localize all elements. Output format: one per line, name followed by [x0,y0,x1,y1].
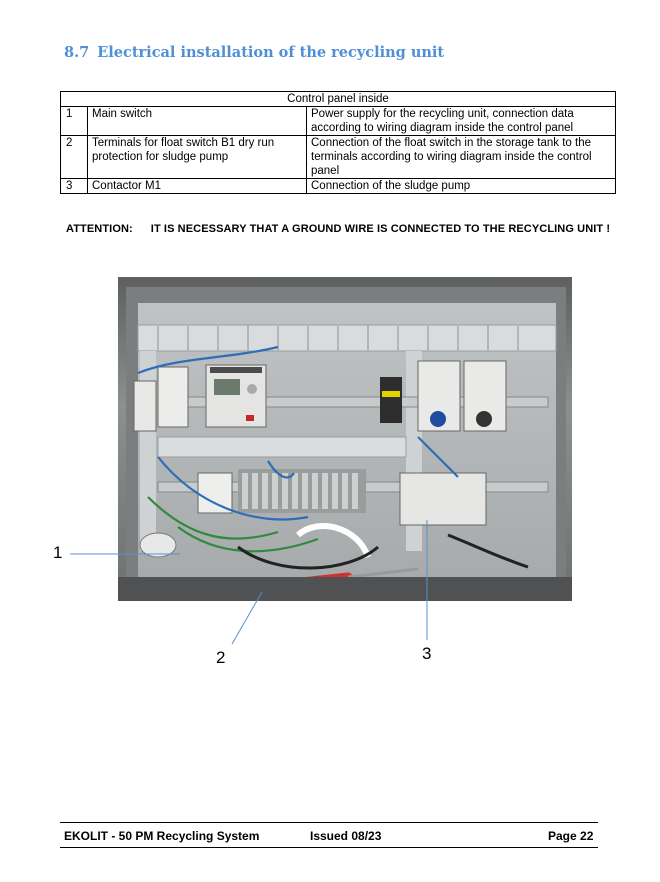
attention-label: ATTENTION: [66,223,133,235]
row-description: Connection of the sludge pump [307,179,616,194]
row-item: Main switch [88,107,307,136]
callout-number-2: 2 [216,648,226,667]
section-number: 8.7 [64,44,90,61]
control-panel-table [60,91,616,194]
table-row [61,179,616,194]
callout-number-1: 1 [53,543,63,562]
row-number: 2 [61,136,88,179]
row-number: 3 [61,179,88,194]
footer-product: EKOLIT - 50 PM Recycling System [64,829,260,843]
attention-note [66,223,610,235]
row-description: Power supply for the recycling unit, connection data according to wiring diagram inside the control panel [307,107,616,136]
control-panel-photo [118,277,572,601]
row-item: Terminals for float switch B1 dry run protection for sludge pump [88,136,307,179]
footer-page-number: Page 22 [548,829,594,843]
table-row [61,136,616,179]
section-heading [64,44,444,61]
row-number: 1 [61,107,88,136]
footer-rule-top [60,822,598,823]
attention-text: IT IS NECESSARY THAT A GROUND WIRE IS CONNECTED TO THE RECYCLING UNIT ! [150,223,611,235]
row-item: Contactor M1 [88,179,307,194]
callout-number-3: 3 [422,644,432,663]
footer-rule-bottom [60,847,598,848]
section-title: Electrical installation of the recycling unit [97,44,445,61]
table-row [61,107,616,136]
footer-issued: Issued 08/23 [310,829,382,843]
table-header-row [61,92,616,107]
table-header: Control panel inside [61,92,616,107]
row-description: Connection of the float switch in the storage tank to the terminals according to wiring diagram inside the control panel [307,136,616,179]
